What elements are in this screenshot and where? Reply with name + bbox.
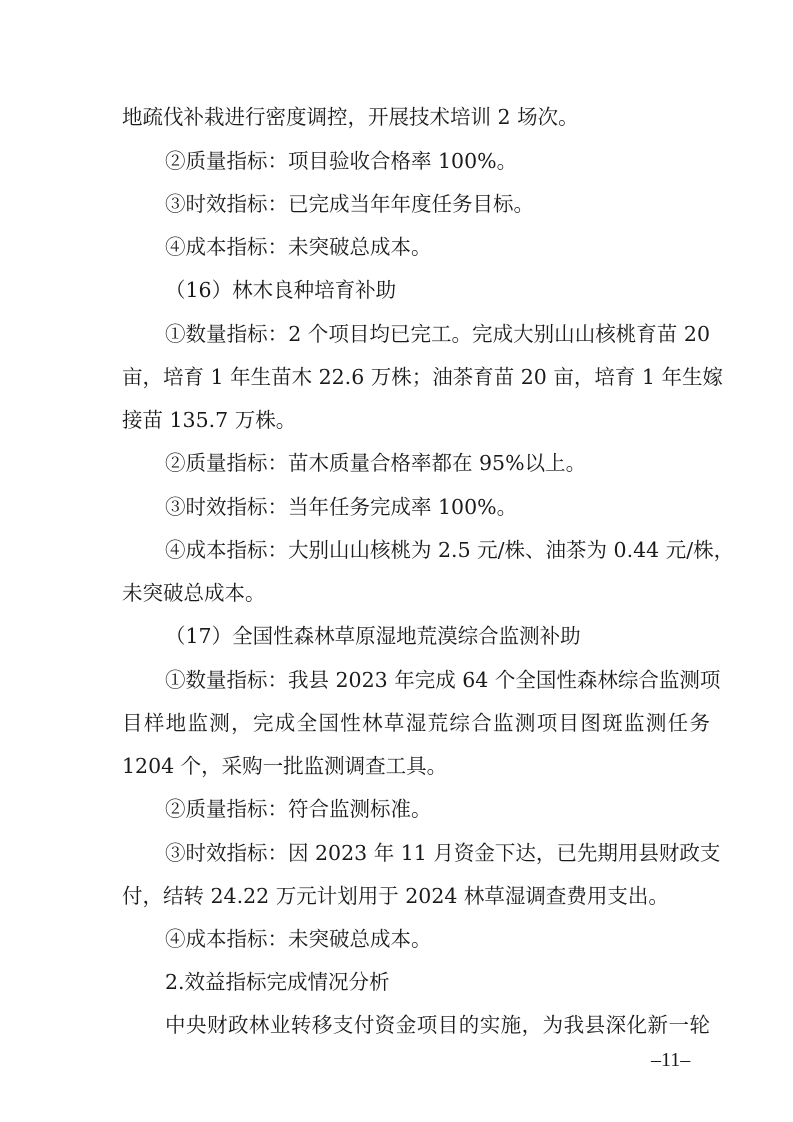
text-line-16: 1204 个，采购一批监测调查工具。: [122, 754, 448, 778]
section-heading-benefit: 2.效益指标完成情况分析: [165, 970, 390, 994]
text-line-2: ②质量指标：项目验收合格率 100%。: [165, 149, 518, 173]
text-line-8: 接苗 135.7 万株。: [122, 408, 297, 432]
text-line-4: ④成本指标：未突破总成本。: [165, 235, 432, 259]
section-heading-16: （16）林木良种培育补助: [165, 278, 397, 302]
text-line-14: ①数量指标：我县 2023 年完成 64 个全国性森林综合监测项: [165, 668, 721, 692]
text-line-9: ②质量指标：苗木质量合格率都在 95%以上。: [165, 451, 587, 475]
text-line-19: 付，结转 24.22 万元计划用于 2024 林草湿调查费用支出。: [122, 884, 669, 908]
text-line-6: ①数量指标：2 个项目均已完工。完成大别山山核桃育苗 20: [165, 322, 710, 346]
text-line-18: ③时效指标：因 2023 年 11 月资金下达，已先期用县财政支: [165, 841, 721, 865]
text-line-3: ③时效指标：已完成当年年度任务目标。: [165, 192, 534, 216]
text-line-20: ④成本指标：未突破总成本。: [165, 927, 432, 951]
text-line-7: 亩，培育 1 年生苗木 22.6 万株；油茶育苗 20 亩，培育 1 年生嫁: [122, 365, 723, 389]
text-line-12: 未突破总成本。: [122, 581, 266, 605]
text-line-10: ③时效指标：当年任务完成率 100%。: [165, 495, 518, 519]
page-number: –11–: [651, 1049, 691, 1071]
text-line-15: 目样地监测，完成全国性林草湿荒综合监测项目图斑监测任务: [122, 711, 710, 735]
section-heading-17: （17）全国性森林草原湿地荒漠综合监测补助: [165, 624, 581, 648]
text-line-1: 地疏伐补栽进行密度调控，开展技术培训 2 场次。: [122, 105, 579, 129]
text-line-17: ②质量指标：符合监测标准。: [165, 797, 432, 821]
text-line-11: ④成本指标：大别山山核桃为 2.5 元/株、油茶为 0.44 元/株，: [165, 538, 735, 562]
text-line-22: 中央财政林业转移支付资金项目的实施，为我县深化新一轮: [165, 1013, 710, 1037]
